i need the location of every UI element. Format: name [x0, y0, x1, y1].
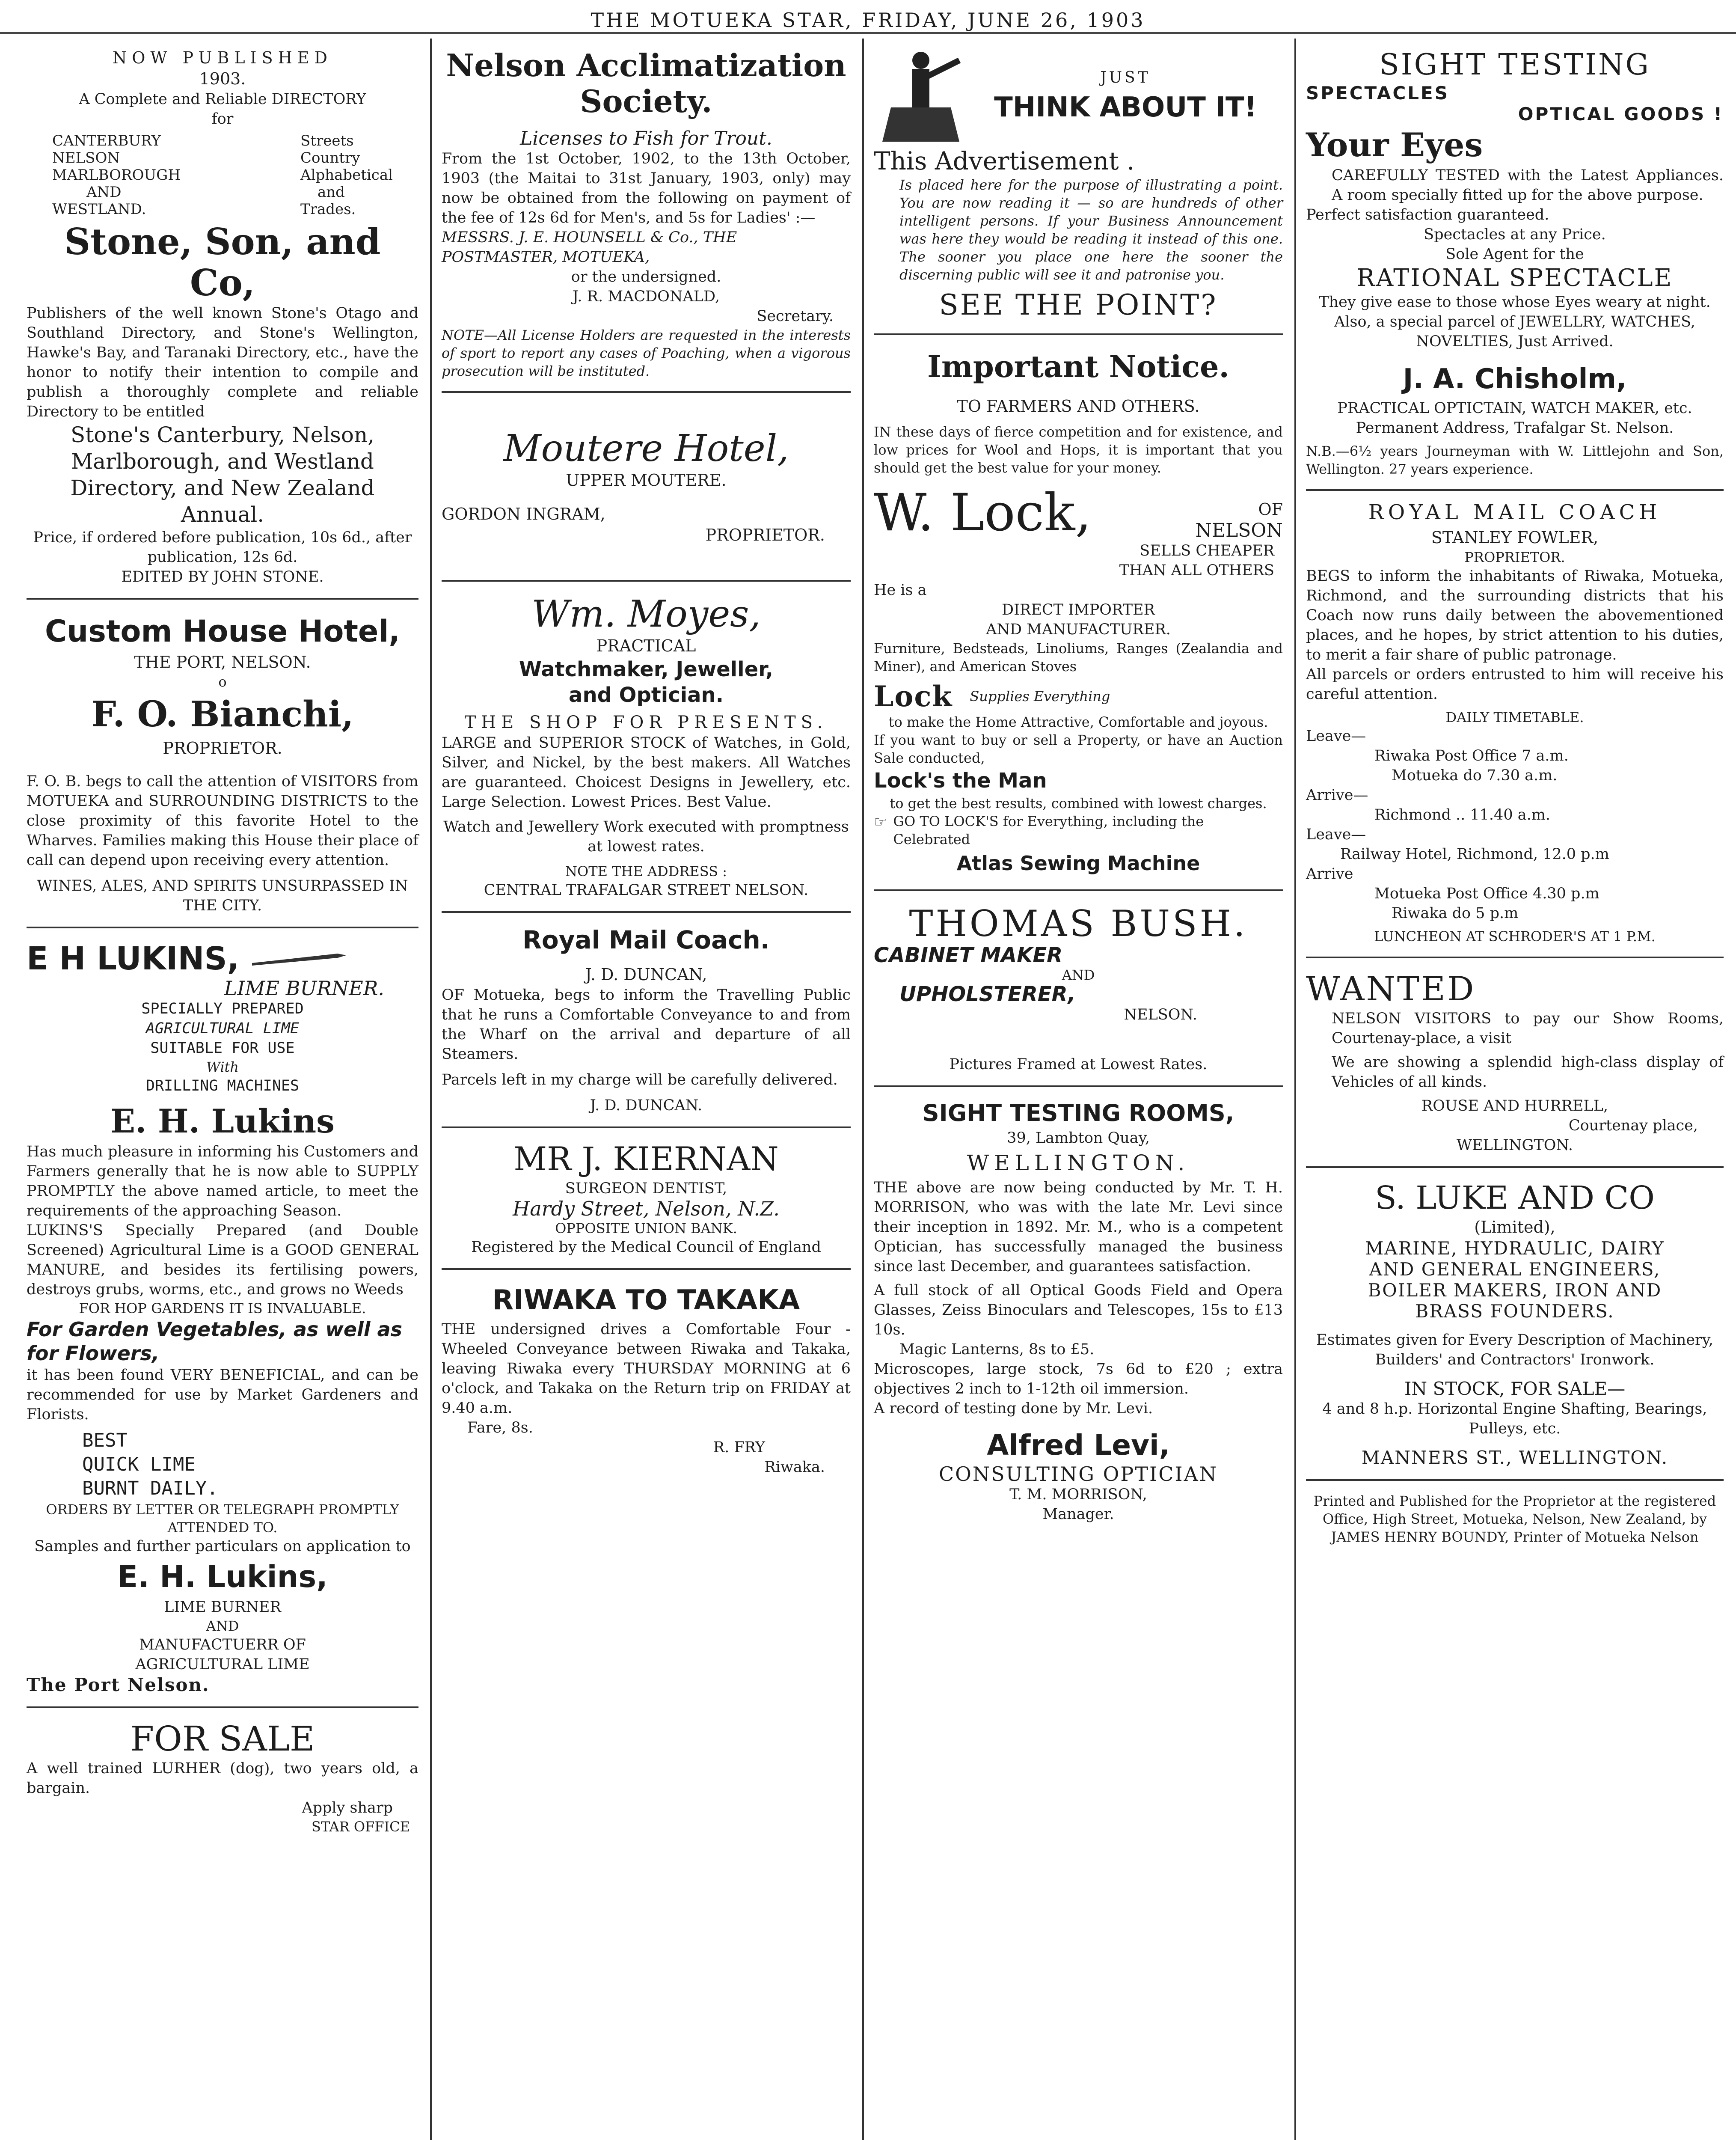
lock-cheaper: SELLS CHEAPER [1140, 542, 1274, 559]
masthead: THE MOTUEKA STAR, FRIDAY, JUNE 26, 1903 [0, 4, 1736, 34]
kiernan-role: SURGEON DENTIST, [565, 1180, 727, 1197]
lock-goto: GO TO LOCK'S for Everything, including the Celebrated [893, 813, 1204, 847]
wanted-firm: ROUSE AND HURRELL, [1421, 1097, 1608, 1115]
riwaka-sign: R. FRY [713, 1439, 765, 1456]
riwaka-body: THE undersigned drives a Comfortable Four - Wheeled Conveyance between Riwaka and Takaka, leaving Riwaka every THURSDAY MORNING at 6 o'clock, and Takaka on the Return trip on FRIDAY at 9.40 a.m. [442, 1321, 851, 1417]
license-sign: J. R. MACDONALD, [573, 288, 720, 305]
lukins-samples: Samples and further particulars on application to [34, 1538, 411, 1555]
lukins-name: E. H. Lukins [110, 1102, 335, 1140]
column-1 [17, 36, 428, 2140]
wanted-body2: We are showing a splendid high-class display of Vehicles of all kinds. [1332, 1054, 1724, 1091]
bush-place: NELSON. [1124, 1006, 1197, 1023]
sight-testing-head: SIGHT TESTING [1379, 48, 1650, 82]
imprint-text: Printed and Published for the Proprietor at the registered Office, High Street, Motueka, Nelson, New Zealand, by JAMES HENRY BOUNDY, Printer of Motueka Nelson [1313, 1493, 1716, 1545]
moyes-ad [442, 582, 851, 913]
bush-and: AND [1062, 967, 1095, 983]
chisholm-price: Spectacles at any Price. [1424, 226, 1606, 243]
lukins-body3: it has been found VERY BENEFICIAL, and can be recommended for use by Market Gardeners and Florists. [27, 1367, 418, 1423]
best-line: BEST [82, 1430, 128, 1451]
moyes-addr: CENTRAL TRAFALGAR STREET NELSON. [484, 882, 809, 899]
levi-mgr2: Manager. [1042, 1506, 1114, 1523]
notice-head: Important Notice. [927, 349, 1229, 384]
chisholm-name: J. A. Chisholm, [1403, 363, 1627, 395]
wanted-place: Courtenay place, [1568, 1117, 1698, 1134]
region: MARLBOROUGH [52, 166, 181, 184]
chisholm-body1: CAREFULLY TESTED with the Latest Appliances. A room specially fitted up for the above purpose. [1332, 167, 1724, 204]
notice-body: IN these days of fierce competition and for existence, and low prices for Wool and Hops, it is important that you should get the best value for your money. [874, 424, 1283, 476]
column-rule [1294, 39, 1296, 2140]
bush-l1: CABINET MAKER [874, 943, 1063, 967]
column-rule [862, 39, 864, 2140]
lock-atlas: Atlas Sewing Machine [956, 852, 1200, 875]
lock-is: He is a [874, 582, 927, 599]
chisholm-also: Also, a special parcel of JEWELLRY, WATCHES, NOVELTIES, Just Arrived. [1334, 313, 1695, 350]
fowler-name: STANLEY FOWLER, [1431, 528, 1599, 547]
lukins-line: SUITABLE FOR USE [150, 1040, 295, 1057]
tt-arrive: Arrive— [1306, 787, 1368, 804]
tt-arrive: Arrive [1306, 865, 1353, 883]
wanted-city: WELLINGTON. [1457, 1137, 1573, 1154]
luke-items: 4 and 8 h.p. Horizontal Engine Shafting, Bearings, Pulleys, etc. [1322, 1400, 1707, 1437]
sight-rooms-ad [874, 1087, 1283, 1535]
content-type: Trades. [300, 201, 356, 218]
best-line: BURNT DAILY. [82, 1477, 218, 1499]
lock-ad [874, 335, 1283, 891]
year: 1903. [199, 69, 246, 88]
sight-body1: THE above are now being conducted by Mr. T. H. MORRISON, who was with the late Mr. Levi since their inception in 1892. Mr. M., who is a competent Optician, has successfully managed the business since last December, and guarantees satisfaction. [874, 1179, 1283, 1275]
duncan-coach-ad [442, 913, 851, 1128]
for-label: for [211, 110, 234, 128]
hotel-place: THE PORT, NELSON. [134, 653, 311, 672]
moyes-shop: THE SHOP FOR PRESENTS. [464, 713, 828, 732]
chisholm-ease: They give ease to those whose Eyes weary at night. [1319, 294, 1711, 311]
license-note: NOTE—All License Holders are requested in the interests of sport to report any cases of Poaching, when a vigorous prosecution will be instituted. [442, 327, 851, 379]
luke-name: S. LUKE AND CO [1375, 1180, 1655, 1216]
sight-body2: A full stock of all Optical Goods Field and Opera Glasses, Zeiss Binoculars and Telescopes, 15s to £13 10s. [874, 1282, 1283, 1338]
region: NELSON [52, 149, 120, 166]
moyes-note: NOTE THE ADDRESS : [565, 863, 727, 880]
editor: EDITED BY JOHN STONE. [121, 568, 324, 586]
think-body: Is placed here for the purpose of illustrating a point. You are now reading it — so are hundreds of other intelligent persons. If your Business Announcement was here they would be reading it instead of this one. The sooner you place one here the sooner the discerning public will see it and patronise you. [899, 177, 1283, 283]
riwaka-place: Riwaka. [764, 1459, 825, 1476]
fowler-role: PROPRIETOR. [1464, 549, 1565, 565]
directory-body: Publishers of the well known Stone's Otago and Southland Directory, and Stone's Wellington, Hawke's Bay, and Taranaki Directory, etc., have the honor to notify their intention to compile and publish a thoroughly complete and reliable Directory to be entitled [27, 305, 418, 420]
lukins-head: E H LUKINS, [27, 940, 239, 977]
directory-grid [27, 129, 418, 221]
bush-name: THOMAS BUSH. [909, 903, 1248, 945]
riwaka-takaka-ad [442, 1270, 851, 1488]
directory-ad [27, 36, 418, 600]
lock-name2: Lock [874, 680, 953, 713]
coach-sign: J. D. DUNCAN. [590, 1097, 703, 1114]
moyes-body: LARGE and SUPERIOR STOCK of Watches, in Gold, Silver, and Nickel, by the best makers. All Watches are guaranteed. Choicest Designs in Jewellery, etc. Large Selection. Lowest Prices. Best Value. [442, 734, 851, 811]
see-the-point: SEE THE POINT? [939, 288, 1218, 321]
coach-body: OF Motueka, begs to inform the Travelling Public that he runs a Comfortable Conveyance to and from the Wharf on the arrival and departure of all Steamers. [442, 987, 851, 1063]
lukins-line: With [206, 1059, 239, 1075]
lock-property: If you want to buy or sell a Property, or have an Auction Sale conducted, [874, 732, 1283, 766]
notice-to: TO FARMERS AND OTHERS. [957, 397, 1200, 416]
lock-supplies: Supplies Everything [970, 688, 1110, 704]
lukins-ad [27, 928, 418, 1708]
chisholm-addr: Permanent Address, Trafalgar St. Nelson. [1356, 419, 1674, 437]
levi-role: CONSULTING OPTICIAN [938, 1462, 1218, 1486]
lock-results: to get the best results, combined with lowest charges. [890, 795, 1267, 811]
kiernan-addr: Hardy Street, Nelson, N.Z. [513, 1197, 780, 1220]
coach-parcels: Parcels left in my charge will be carefully delivered. [442, 1071, 838, 1088]
moutere-name: Moutere Hotel, [503, 427, 789, 470]
lock-home: to make the Home Attractive, Comfortable and joyous. [888, 714, 1268, 730]
directory-title: Stone's Canterbury, Nelson, Marlborough, and Westland Directory, and New Zealand Annual. [70, 422, 375, 527]
chisholm-perfect: Perfect satisfaction guaranteed. [1306, 206, 1549, 223]
moutere-owner: GORDON INGRAM, [442, 505, 605, 523]
lukins-foot: MANUFACTUERR OF [139, 1636, 306, 1653]
sight-magic: Magic Lanterns, 8s to £5. [899, 1341, 1095, 1358]
timetable-head: DAILY TIMETABLE. [1445, 709, 1584, 725]
tt-row: Riwaka do 5 p.m [1392, 905, 1519, 922]
lock-of: OF [1258, 500, 1283, 519]
sight-city: WELLINGTON. [967, 1150, 1190, 1175]
luke-l4: BRASS FOUNDERS. [1415, 1301, 1614, 1322]
lukins-name2: E. H. Lukins, [117, 1559, 328, 1594]
sale-office: STAR OFFICE [311, 1819, 410, 1835]
fowler-head: ROYAL MAIL COACH [1368, 500, 1662, 524]
bush-pics: Pictures Framed at Lowest Rates. [949, 1056, 1208, 1073]
fowler-coach-ad [1306, 491, 1724, 958]
spectacles: SPECTACLES [1306, 83, 1449, 104]
sale-head: FOR SALE [130, 1719, 315, 1759]
content-type: Streets [300, 132, 354, 149]
luke-ltd: (Limited), [1474, 1218, 1555, 1236]
license-sub: Licenses to Fish for Trout. [520, 128, 772, 149]
lime-tool-icon [252, 950, 346, 967]
levi-mgr: T. M. MORRISON, [1009, 1486, 1147, 1503]
think-head: THINK ABOUT IT! [994, 91, 1257, 123]
column-4 [1297, 36, 1733, 2140]
column-rule [430, 39, 432, 2140]
sight-addr: 39, Lambton Quay, [1007, 1129, 1150, 1147]
acclimatization-ad [442, 36, 851, 393]
think-about-it-ad [874, 36, 1283, 335]
sight-record: A record of testing done by Mr. Levi. [874, 1400, 1153, 1417]
directory-price: Price, if ordered before publication, 10s 6d., after publication, 12s 6d. [33, 529, 412, 566]
lukins-line: DRILLING MACHINES [145, 1077, 300, 1094]
for-sale-ad [27, 1708, 418, 1847]
lock-man: Lock's the Man [874, 769, 1047, 793]
moyes-l1: PRACTICAL [596, 636, 696, 655]
lukins-foot: LIME BURNER [164, 1599, 281, 1616]
think-sub: This Advertisement . [874, 146, 1135, 175]
directory-lead: A Complete and Reliable DIRECTORY [79, 91, 366, 108]
society-title: Nelson Acclimatization [446, 47, 846, 83]
tt-row: Railway Hotel, Richmond, 12.0 p.m [1340, 846, 1609, 863]
moutere-role: PROPRIETOR. [705, 526, 825, 544]
lukins-port: The Port Nelson. [27, 1674, 210, 1695]
luke-l3: BOILER MAKERS, IRON AND [1368, 1280, 1662, 1301]
region: WESTLAND. [52, 201, 146, 218]
luke-ad [1306, 1168, 1724, 1481]
lukins-hop: FOR HOP GARDENS IT IS INVALUABLE. [79, 1300, 366, 1317]
owner-role: PROPRIETOR. [163, 739, 282, 758]
tt-leave: Leave— [1306, 826, 1366, 843]
riwaka-fare: Fare, 8s. [467, 1419, 533, 1436]
sale-apply: Apply sharp [302, 1799, 393, 1816]
hotel-wines: WINES, ALES, AND SPIRITS UNSURPASSED IN THE CITY. [37, 877, 408, 914]
kiernan-ad [442, 1128, 851, 1270]
owner-name: F. O. Bianchi, [91, 694, 354, 735]
moutere-ad [442, 393, 851, 582]
lukins-foot: AGRICULTURAL LIME [135, 1656, 310, 1673]
lock-nelson: NELSON [1195, 520, 1283, 541]
content-type: and [318, 184, 345, 201]
imprint [1306, 1481, 1724, 1557]
lock-name: W. Lock, [874, 483, 1092, 543]
column-2 [432, 36, 860, 2140]
luke-l2: AND GENERAL ENGINEERS, [1369, 1259, 1661, 1280]
wanted-head: WANTED [1306, 970, 1476, 1008]
lock-goods: Furniture, Bedsteads, Linoliums, Ranges (Zealandia and Miner), and American Stoves [874, 640, 1283, 675]
optical-goods: OPTICAL GOODS ! [1518, 104, 1724, 125]
lock-than: THAN ALL OTHERS [1119, 562, 1274, 579]
tt-row: Riwaka Post Office 7 a.m. [1374, 747, 1569, 764]
region: CANTERBURY [52, 132, 161, 149]
lukins-garden: For Garden Vegetables, as well as for Flowers, [27, 1318, 402, 1365]
riwaka-head: RIWAKA TO TAKAKA [492, 1284, 800, 1316]
pointing-hand-icon: ☞ [874, 814, 887, 831]
fowler-body2: All parcels or orders entrusted to him will receive his careful attention. [1306, 666, 1724, 703]
now-published: NOW PUBLISHED [112, 48, 332, 67]
tt-row: Motueka Post Office 4.30 p.m [1374, 885, 1599, 902]
wanted-body1: NELSON VISITORS to pay our Show Rooms, Courtenay-place, a visit [1332, 1010, 1724, 1047]
luke-l1: MARINE, HYDRAULIC, DAIRY [1365, 1238, 1665, 1259]
lukins-orders: ORDERS BY LETTER OR TELEGRAPH PROMPTLY ATTENDED TO. [46, 1501, 399, 1536]
lukins-sub: LIME BURNER. [224, 977, 384, 1000]
license-body: From the 1st October, 1902, to the 13th October, 1903 (the Maitai to 31st January, 1903, only) may now be obtained from the following on payment of the fee of 12s 6d for Men's, and 5s for Ladies' :— [442, 150, 851, 226]
luke-addr: MANNERS ST., WELLINGTON. [1361, 1447, 1668, 1468]
region: AND [86, 184, 122, 201]
bush-ad [874, 891, 1283, 1087]
column-3 [864, 36, 1292, 2140]
society-title: Society. [580, 83, 712, 119]
separator: o [218, 674, 227, 690]
sale-body: A well trained LURHER (dog), two years old, a bargain. [27, 1760, 418, 1797]
think-just: JUST [1100, 68, 1151, 86]
best-line: QUICK LIME [82, 1453, 196, 1475]
content-type: Alphabetical [300, 166, 393, 184]
moyes-l2: Watchmaker, Jeweller, [519, 657, 773, 681]
lock-direct: DIRECT IMPORTER [1002, 601, 1155, 618]
kiernan-name: MR J. KIERNAN [513, 1140, 779, 1178]
luke-stock: IN STOCK, FOR SALE— [1404, 1378, 1626, 1399]
license-or: or the undersigned. [571, 268, 721, 285]
chisholm-ad [1306, 36, 1724, 491]
your-eyes: Your Eyes [1306, 126, 1483, 164]
coach-name: J. D. DUNCAN, [585, 965, 707, 984]
lukins-body2: LUKINS'S Specially Prepared (and Double Screened) Agricultural Lime is a GOOD GENERAL MANURE, and besides its fertilising powers, destroys grubs, worms, etc., and grows no Weeds [27, 1222, 418, 1298]
moutere-place: UPPER MOUTERE. [566, 471, 727, 490]
moyes-l3: and Optician. [569, 683, 724, 707]
custom-house-ad [27, 600, 418, 928]
luke-est: Estimates given for Every Description of Machinery, Builders' and Contractors' Ironwork. [1316, 1332, 1714, 1368]
tt-row: Richmond .. 11.40 a.m. [1374, 806, 1551, 823]
hotel-name: Custom House Hotel, [45, 614, 400, 649]
firm-name: Stone, Son, and Co, [64, 220, 381, 304]
luncheon: LUNCHEON AT SCHRODER'S AT 1 P.M. [1374, 928, 1656, 945]
chisholm-role: PRACTICAL OPTICTAIN, WATCH MAKER, etc. [1337, 400, 1692, 417]
wanted-ad [1306, 958, 1724, 1168]
moyes-repair: Watch and Jewellery Work executed with promptness at lowest rates. [443, 818, 849, 855]
tt-row: Motueka do 7.30 a.m. [1392, 767, 1558, 784]
tt-leave: Leave— [1306, 728, 1366, 745]
hotel-body: F. O. B. begs to call the attention of VISITORS from MOTUEKA and SURROUNDING DISTRICTS to the close proximity of this favorite Hotel to the Wharves. Families making this House their place of call can depend upon receiving every attention. [27, 773, 418, 869]
content-type: Country [300, 149, 360, 166]
chisholm-nb: N.B.—6½ years Journeyman with W. Littlejohn and Son, Wellington. 27 years experience. [1306, 443, 1724, 477]
lukins-line: SPECIALLY PREPARED [141, 1000, 304, 1017]
lock-mfr: AND MANUFACTURER. [986, 621, 1171, 638]
levi-name: Alfred Levi, [987, 1429, 1170, 1462]
sight-head: SIGHT TESTING ROOMS, [922, 1100, 1234, 1126]
license-agents: MESSRS. J. E. HOUNSELL & Co., THE POSTMASTER, MOTUEKA, [442, 229, 737, 266]
license-sec: Secretary. [757, 308, 834, 325]
bush-l2: UPHOLSTERER, [899, 982, 1076, 1006]
sight-micro: Microscopes, large stock, 7s 6d to £20 ; extra objectives 2 inch to 1-12th oil immersion. [874, 1361, 1283, 1397]
lukins-body1: Has much pleasure in informing his Customers and Farmers generally that he is now able to SUPPLY PROMPTLY the above named article, to meet the requirements of the approaching Season. [27, 1143, 418, 1219]
lukins-line: AGRICULTURAL LIME [145, 1020, 300, 1037]
pointing-figure-icon [874, 48, 968, 146]
fowler-body1: BEGS to inform the inhabitants of Riwaka, Motueka, Richmond, and the surrounding districts that his Coach now runs daily between the abovementioned places, and he hopes, by strict attention to his duties, to merit a fair share of public patronage. [1306, 568, 1724, 663]
coach-head: Royal Mail Coach. [522, 925, 770, 954]
chisholm-agent: Sole Agent for the [1445, 246, 1584, 263]
rational-spectacle: RATIONAL SPECTACLE [1356, 264, 1673, 292]
kiernan-reg: Registered by the Medical Council of England [471, 1239, 821, 1256]
lukins-foot: AND [206, 1618, 239, 1634]
moyes-name: Wm. Moyes, [531, 593, 761, 636]
kiernan-opp: OPPOSITE UNION BANK. [555, 1220, 737, 1236]
